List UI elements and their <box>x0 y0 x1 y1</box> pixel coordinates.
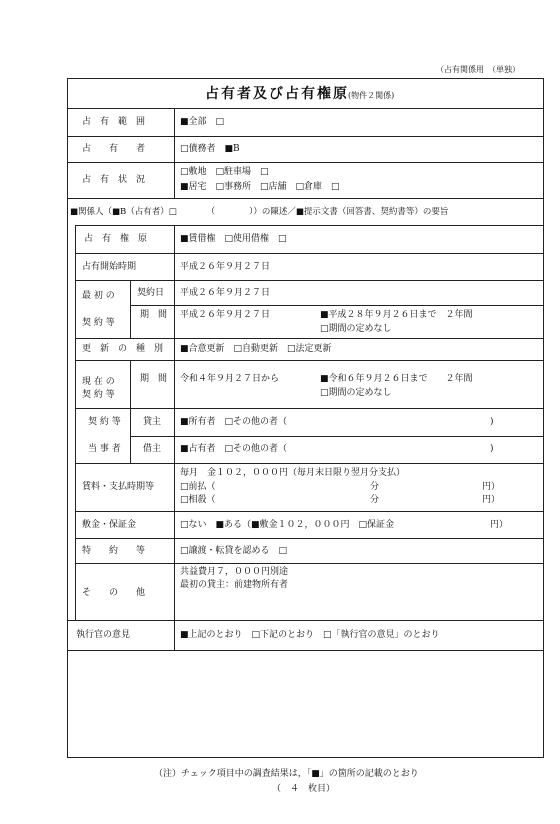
start-value: 平成２６年９月２７日 <box>180 262 271 272</box>
parties-statement-line: ■関係人（■B（占有者）□ （ ））の陳述／■提示文書（回答書、契約書等）の要旨 <box>70 207 449 217</box>
current-period-from: 令和４年９月２７日から <box>180 374 280 384</box>
initial-period-to: ■平成２８年９月２６日まで ２年間 <box>320 310 473 320</box>
scope-value: ■全部 □ <box>180 117 225 127</box>
lessee-label: 借主 <box>143 444 162 454</box>
deposit-end: 円） <box>490 520 509 530</box>
page-number: （ ４ 枚目） <box>272 784 336 794</box>
renewal-label: 更 新 の 種 別 <box>82 344 164 354</box>
occupant-label: 占 有 者 <box>82 144 146 154</box>
rent-prepay: □前払（ <box>180 482 216 492</box>
special-terms-label: 特 約 等 <box>82 546 146 556</box>
status-line-2: ■居宅 □事務所 □店舗 □倉庫 □ <box>180 182 340 192</box>
other-label: そ の 他 <box>82 588 146 598</box>
lessor-close: ) <box>490 417 494 427</box>
status-label: 占 有 状 況 <box>82 175 146 185</box>
renewal-value: ■合意更新 □自動更新 □法定更新 <box>180 344 332 354</box>
lessee-value: ■占有者 □その他の者（ <box>180 444 288 454</box>
lessee-close: ) <box>490 444 494 454</box>
contract-date-label: 契約日 <box>137 288 165 298</box>
right-label: 占 有 権 原 <box>84 234 148 244</box>
current-period-label: 期 間 <box>140 374 168 384</box>
other-line-2: 最初の貸主：前建物所有者 <box>180 580 289 590</box>
bailiff-opinion-value: ■上記のとおり □下記のとおり □「執行官の意見」のとおり <box>180 630 440 640</box>
rent-prepay-mid: 分 <box>370 482 380 492</box>
form-title: 占有者及び占有権原 <box>205 86 349 102</box>
contract-date-value: 平成２６年９月２７日 <box>180 288 271 298</box>
initial-contract-label-1: 最 初 の <box>82 291 115 301</box>
rent-line-1: 毎月 金１０２，０００円（毎月末日限り翌月分支払） <box>180 468 406 478</box>
other-line-1: 共益費月７，０００円別途 <box>180 567 289 577</box>
current-contract-label-2: 契 約 等 <box>82 390 115 400</box>
form-type-tag: （占有関係用 （単独） <box>436 65 520 74</box>
bailiff-opinion-label: 執行官の意見 <box>76 630 131 640</box>
initial-contract-label-2: 契 約 等 <box>82 318 115 328</box>
current-period-to: ■令和６年９月２６日まで ２年間 <box>320 374 473 384</box>
contract-parties-label-1: 契 約 等 <box>88 417 121 427</box>
deposit-label: 敷金・保証金 <box>82 520 137 530</box>
current-contract-label-1: 現 在 の <box>82 377 115 387</box>
initial-period-from: 平成２６年９月２７日 <box>180 310 271 320</box>
start-label: 占有開始時期 <box>82 262 137 272</box>
rent-offset-end: 円） <box>482 495 501 505</box>
deposit-value: □ない ■ある（■敷金１０２，０００円 □保証金 <box>180 520 395 530</box>
initial-period-label: 期 間 <box>140 310 168 320</box>
scope-label: 占 有 範 囲 <box>82 117 146 127</box>
rent-prepay-end: 円） <box>482 482 501 492</box>
contract-parties-label-2: 当 事 者 <box>88 444 121 454</box>
footer-note: （注）チェック項目中の調査結果は，「■」の箇所の記載のとおり <box>154 769 419 779</box>
status-line-1: □敷地 □駐車場 □ <box>180 167 269 177</box>
form-title-suffix: (物件２関係) <box>348 91 395 100</box>
right-value: ■賃借権 □使用借権 □ <box>180 234 287 244</box>
rent-offset-mid: 分 <box>370 495 380 505</box>
occupant-value: □債務者 ■B <box>180 144 240 154</box>
rent-label: 賃料・支払時期等 <box>82 482 155 492</box>
rent-offset: □相殺（ <box>180 495 216 505</box>
current-period-none: □期間の定めなし <box>320 388 392 398</box>
lessor-value: ■所有者 □その他の者（ <box>180 417 288 427</box>
special-terms-value: □譲渡・転貸を認める □ <box>180 546 288 556</box>
initial-period-none: □期間の定めなし <box>320 324 392 334</box>
lessor-label: 貸主 <box>143 417 162 427</box>
